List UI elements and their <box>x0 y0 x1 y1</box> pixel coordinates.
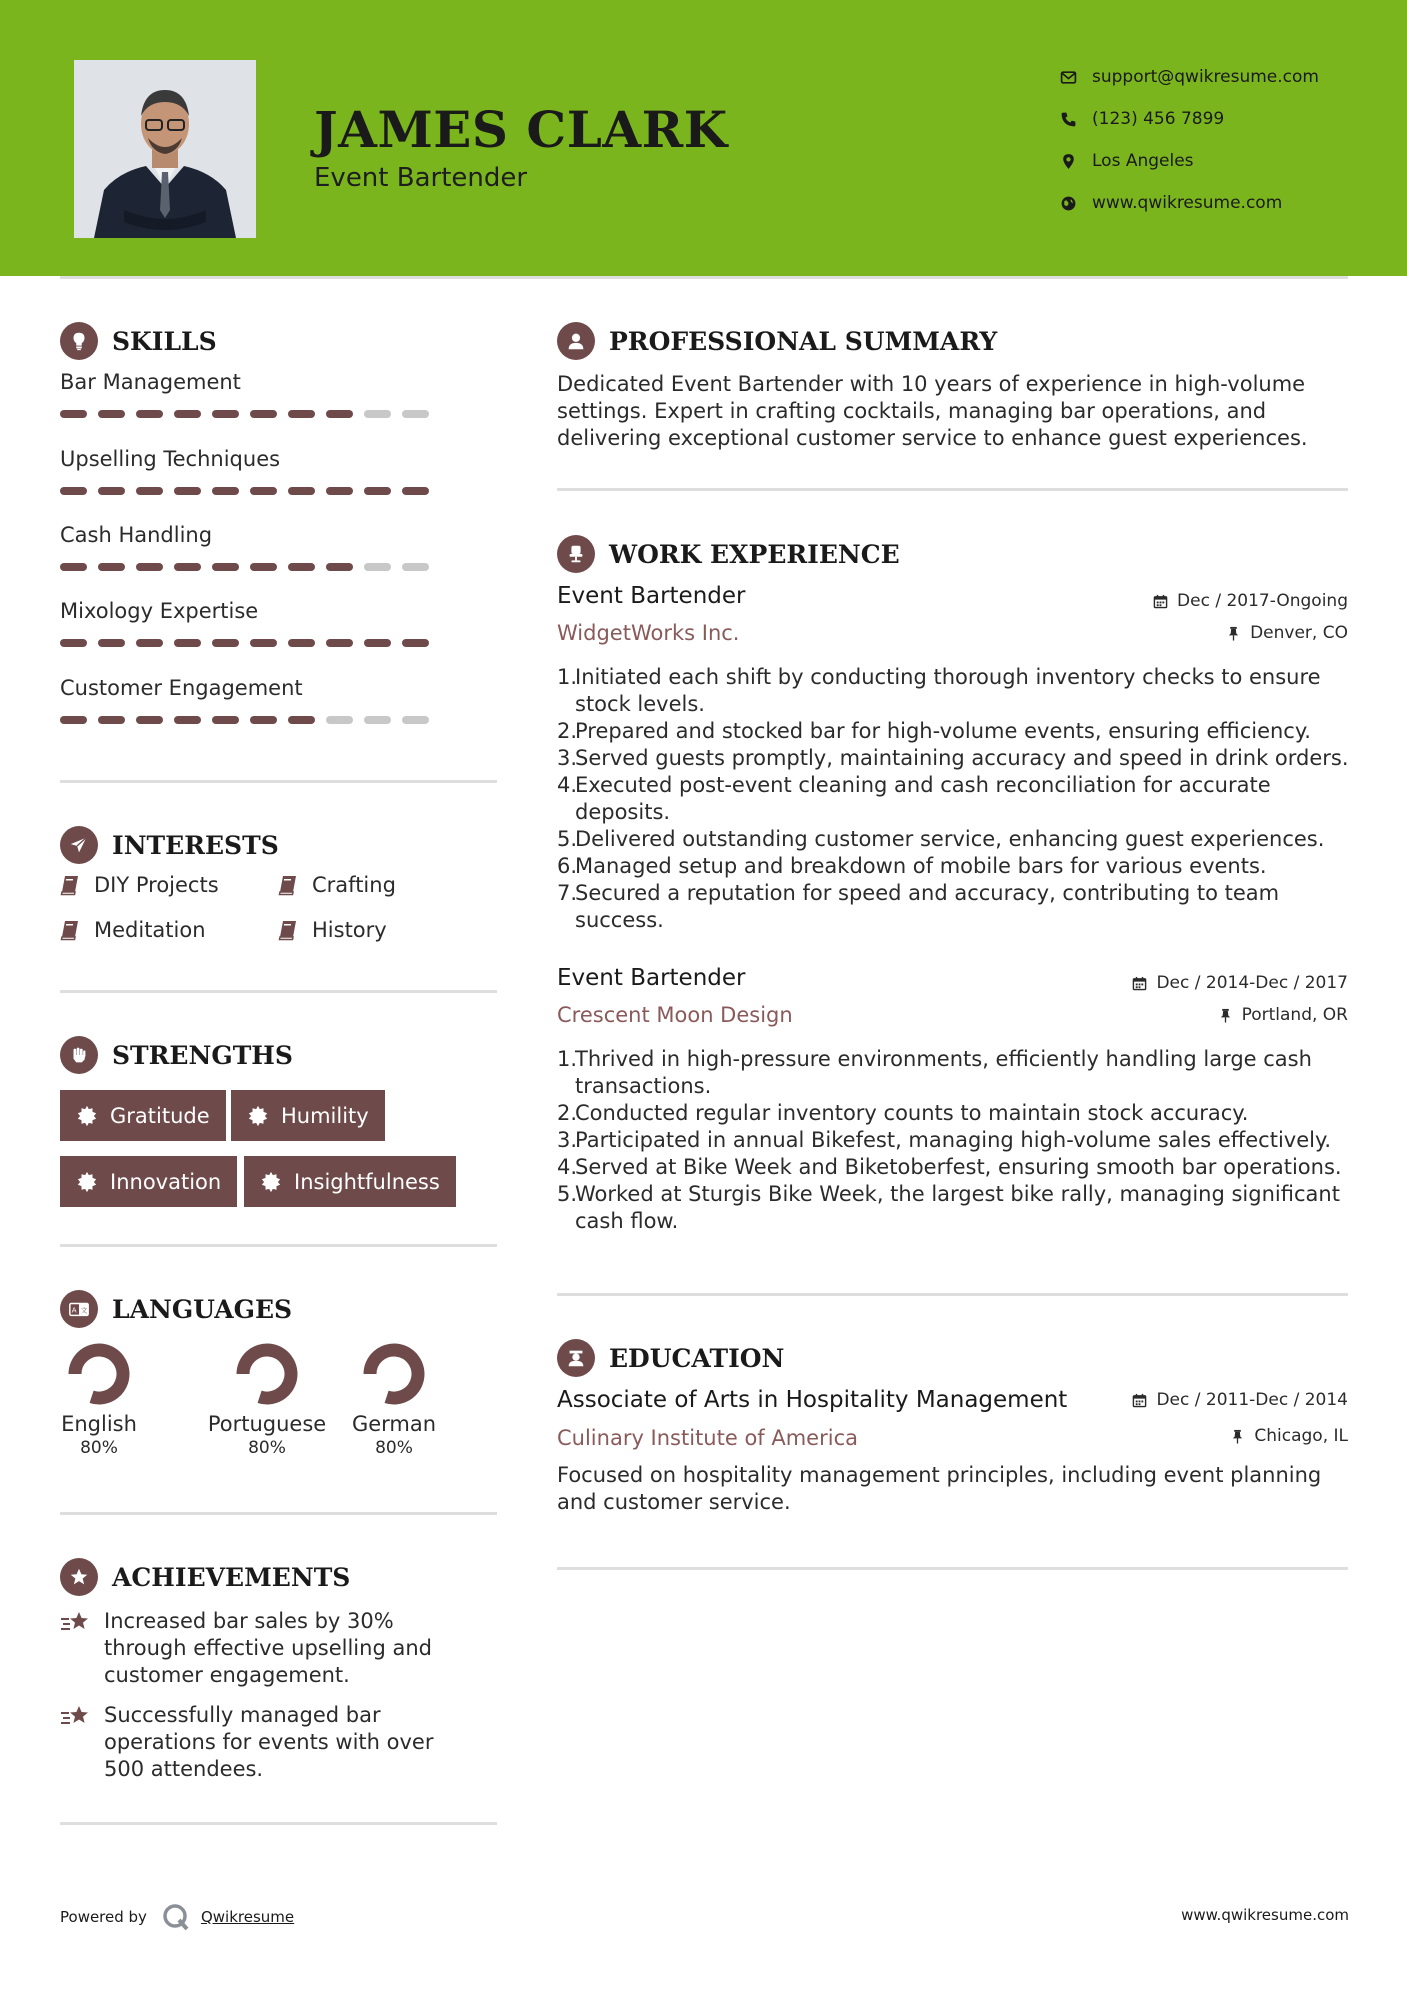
skill-rating-dot <box>60 716 87 724</box>
skill-rating-bar <box>60 410 440 418</box>
education-degree: Associate of Arts in Hospitality Management <box>557 1387 1068 1413</box>
education-heading-text: EDUCATION <box>609 1343 785 1373</box>
strength-tag <box>231 1090 385 1141</box>
job-location <box>1226 623 1348 643</box>
skill-item <box>60 599 440 647</box>
phone-icon <box>1050 111 1086 128</box>
skill-label: Bar Management <box>60 370 241 394</box>
section-divider <box>557 1567 1348 1570</box>
list-item: 6. Managed setup and breakdown of mobile bars for various events. <box>557 854 1267 878</box>
book-icon <box>60 874 80 896</box>
footer-url[interactable]: www.qwikresume.com <box>1181 1906 1349 1924</box>
job-bullet-list <box>557 664 1357 934</box>
job-company: Crescent Moon Design <box>557 1003 793 1027</box>
education-description: Focused on hospitality management principles, including event planning and customer service. <box>557 1463 1322 1514</box>
svg-text:A: A <box>71 1305 77 1315</box>
star-badge-icon <box>60 1558 98 1596</box>
contact-list <box>1050 56 1390 224</box>
calendar-icon <box>1153 594 1168 609</box>
interest-item <box>278 918 387 942</box>
strength-tag <box>60 1090 226 1141</box>
skill-item <box>60 447 440 495</box>
lightbulb-icon <box>60 322 98 360</box>
skill-rating-bar <box>60 639 440 647</box>
section-divider <box>60 990 497 993</box>
candidate-name: JAMES CLARK <box>314 100 728 159</box>
skill-rating-dot <box>364 487 391 495</box>
section-divider <box>557 488 1348 491</box>
languages-heading <box>60 1290 292 1328</box>
section-divider <box>557 1293 1348 1296</box>
skill-rating-dot <box>326 410 353 418</box>
achievement-item <box>60 1608 480 1689</box>
interest-label: Meditation <box>94 918 206 942</box>
language-icon <box>60 1290 98 1328</box>
education-location <box>1230 1426 1348 1446</box>
job-location <box>1218 1005 1348 1025</box>
skill-rating-dot <box>250 563 277 571</box>
strength-label: Humility <box>281 1103 369 1128</box>
book-icon <box>278 919 298 941</box>
calendar-icon <box>1132 1393 1147 1408</box>
education-dates <box>1132 1390 1348 1410</box>
interest-label: History <box>312 918 387 942</box>
skill-rating-dot <box>326 639 353 647</box>
skill-label: Cash Handling <box>60 523 213 547</box>
skill-item <box>60 523 440 571</box>
svg-text:文: 文 <box>80 1306 88 1315</box>
skill-rating-dot <box>174 716 201 724</box>
language-name: German <box>351 1412 437 1436</box>
skills-heading <box>60 322 217 360</box>
skill-rating-dot <box>174 487 201 495</box>
skill-label: Upselling Techniques <box>60 447 281 471</box>
envelope-icon <box>1050 69 1086 86</box>
job-location-text: Portland, OR <box>1241 1005 1348 1025</box>
office-chair-icon <box>557 535 595 573</box>
section-divider <box>60 780 497 783</box>
contact-website-text: www.qwikresume.com <box>1092 193 1283 213</box>
section-divider <box>60 1244 497 1247</box>
shooting-star-icon <box>60 1610 92 1636</box>
skill-rating-dot <box>60 563 87 571</box>
strengths-heading <box>60 1036 293 1074</box>
skill-label: Customer Engagement <box>60 676 303 700</box>
skill-rating-dot <box>136 563 163 571</box>
strength-label: Gratitude <box>110 1103 210 1128</box>
skills-heading-text: SKILLS <box>112 326 217 356</box>
interest-item <box>60 873 219 897</box>
language-progress-arc <box>243 1350 291 1398</box>
footer-powered-by <box>60 1902 294 1932</box>
interests-heading-text: INTERESTS <box>112 830 279 860</box>
contact-email-text: support@qwikresume.com <box>1092 67 1319 87</box>
interest-item <box>278 873 396 897</box>
interest-item <box>60 918 206 942</box>
contact-website[interactable] <box>1050 182 1390 224</box>
skill-rating-bar <box>60 487 440 495</box>
skill-rating-dot <box>288 410 315 418</box>
skill-rating-dot <box>250 639 277 647</box>
skill-rating-dot <box>212 487 239 495</box>
skill-rating-dot <box>98 563 125 571</box>
skill-rating-dot <box>212 639 239 647</box>
badge-star-icon <box>76 1171 98 1193</box>
job-company: WidgetWorks Inc. <box>557 621 740 645</box>
language-progress-arc <box>370 1350 418 1398</box>
skill-item <box>60 676 440 724</box>
strength-tag <box>60 1156 237 1207</box>
skill-rating-dot <box>212 716 239 724</box>
language-name: Portuguese <box>207 1412 327 1436</box>
language-item <box>199 1342 335 1458</box>
list-item: 5. Worked at Sturgis Bike Week, the largest bike rally, managing significant cash flow. <box>557 1182 1340 1233</box>
list-item: 2. Prepared and stocked bar for high-volume events, ensuring efficiency. <box>557 719 1311 743</box>
language-item <box>46 1342 152 1458</box>
skill-rating-dot <box>326 716 353 724</box>
job-location-text: Denver, CO <box>1250 623 1348 643</box>
skill-rating-dot <box>174 410 201 418</box>
job-bullet-list <box>557 1046 1357 1235</box>
book-icon <box>60 919 80 941</box>
language-progress-ring <box>235 1342 299 1406</box>
list-item: 1. Thrived in high-pressure environments, efficiently handling large cash transactions. <box>557 1047 1312 1098</box>
section-divider <box>60 1822 497 1825</box>
list-item: 4. Served at Bike Week and Biketoberfest, ensuring smooth bar operations. <box>557 1155 1342 1179</box>
language-progress-ring <box>362 1342 426 1406</box>
skill-rating-dot <box>364 410 391 418</box>
book-icon <box>278 874 298 896</box>
candidate-title: Event Bartender <box>314 163 528 193</box>
list-item: 3. Served guests promptly, maintaining accuracy and speed in drink orders. <box>557 746 1349 770</box>
job-dates-text: Dec / 2017-Ongoing <box>1177 591 1348 611</box>
skill-rating-bar <box>60 563 440 571</box>
list-item: 5. Delivered outstanding customer service, enhancing guest experiences. <box>557 827 1325 851</box>
skill-rating-dot <box>364 563 391 571</box>
achievement-text: Successfully managed bar operations for events with over 500 attendees. <box>104 1703 434 1781</box>
skill-rating-dot <box>212 410 239 418</box>
list-item: 7. Secured a reputation for speed and accuracy, contributing to team success. <box>557 881 1280 932</box>
skill-rating-dot <box>402 410 429 418</box>
skill-label: Mixology Expertise <box>60 599 259 623</box>
language-progress-arc <box>75 1350 123 1398</box>
skill-rating-dot <box>288 563 315 571</box>
skill-rating-dot <box>364 716 391 724</box>
skill-rating-dot <box>98 639 125 647</box>
job-dates-text: Dec / 2014-Dec / 2017 <box>1156 973 1348 993</box>
contact-location-text: Los Angeles <box>1092 151 1194 171</box>
paper-plane-icon <box>60 826 98 864</box>
skill-rating-dot <box>60 487 87 495</box>
skill-rating-dot <box>288 487 315 495</box>
strength-label: Insightfulness <box>294 1169 440 1194</box>
skill-rating-dot <box>326 563 353 571</box>
skill-rating-dot <box>60 410 87 418</box>
skill-rating-dot <box>250 716 277 724</box>
header-banner <box>0 0 1407 276</box>
list-item: 4. Executed post-event cleaning and cash reconciliation for accurate deposits. <box>557 773 1271 824</box>
education-heading <box>557 1339 784 1377</box>
map-pin-icon <box>1050 153 1086 170</box>
globe-icon <box>1050 195 1086 212</box>
skill-rating-dot <box>98 716 125 724</box>
summary-heading <box>557 322 997 360</box>
achievement-text: Increased bar sales by 30% through effective upselling and customer engagement. <box>104 1609 432 1687</box>
language-percent: 80% <box>80 1438 118 1458</box>
badge-star-icon <box>76 1105 98 1127</box>
skill-rating-dot <box>212 563 239 571</box>
list-item: 2. Conducted regular inventory counts to maintain stock accuracy. <box>557 1101 1249 1125</box>
skill-rating-dot <box>98 410 125 418</box>
education-school: Culinary Institute of America <box>557 1426 858 1450</box>
achievement-item <box>60 1702 480 1783</box>
interest-label: Crafting <box>312 873 396 897</box>
summary-text: Dedicated Event Bartender with 10 years of experience in high-volume settings. Expert in crafting cocktails, managing bar operations, and delivering exceptional customer service to enhance guest experiences. <box>557 372 1308 450</box>
contact-email[interactable] <box>1050 56 1390 98</box>
skill-rating-dot <box>136 716 163 724</box>
skill-rating-dot <box>98 487 125 495</box>
section-divider <box>60 1512 497 1515</box>
interests-heading <box>60 826 279 864</box>
language-percent: 80% <box>375 1438 413 1458</box>
skill-rating-dot <box>402 716 429 724</box>
skill-rating-dot <box>288 716 315 724</box>
strengths-heading-text: STRENGTHS <box>112 1040 293 1070</box>
powered-by-label: Powered by <box>60 1908 147 1926</box>
language-name: English <box>61 1412 137 1436</box>
raised-fist-icon <box>60 1036 98 1074</box>
strength-tag <box>244 1156 456 1207</box>
contact-location <box>1050 140 1390 182</box>
user-icon <box>557 322 595 360</box>
skill-rating-dot <box>402 487 429 495</box>
skill-rating-dot <box>364 639 391 647</box>
skill-rating-dot <box>402 639 429 647</box>
pushpin-icon <box>1230 1429 1245 1444</box>
skill-rating-dot <box>60 639 87 647</box>
skill-item <box>60 370 440 418</box>
education-dates-text: Dec / 2011-Dec / 2014 <box>1156 1390 1348 1410</box>
badge-star-icon <box>260 1171 282 1193</box>
education-location-text: Chicago, IL <box>1254 1426 1348 1446</box>
skill-rating-dot <box>326 487 353 495</box>
experience-heading <box>557 535 900 573</box>
languages-heading-text: LANGUAGES <box>112 1294 293 1324</box>
list-item: 1. Initiated each shift by conducting thorough inventory checks to ensure stock levels. <box>557 665 1321 716</box>
interest-label: DIY Projects <box>94 873 219 897</box>
qwikresume-link[interactable]: Qwikresume <box>200 1908 295 1926</box>
profile-photo <box>74 60 256 238</box>
language-percent: 80% <box>248 1438 286 1458</box>
contact-phone-text: (123) 456 7899 <box>1092 109 1225 129</box>
job-role: Event Bartender <box>557 965 746 991</box>
job-dates <box>1132 973 1348 993</box>
skill-rating-dot <box>250 487 277 495</box>
job-dates <box>1153 591 1348 611</box>
shooting-star-icon <box>60 1704 92 1730</box>
skill-rating-dot <box>136 410 163 418</box>
skill-rating-dot <box>288 639 315 647</box>
list-item: 3. Participated in annual Bikefest, managing high-volume sales effectively. <box>557 1128 1332 1152</box>
skill-rating-dot <box>136 639 163 647</box>
calendar-icon <box>1132 976 1147 991</box>
contact-phone[interactable] <box>1050 98 1390 140</box>
skill-rating-dot <box>174 563 201 571</box>
experience-heading-text: WORK EXPERIENCE <box>609 539 900 569</box>
achievements-heading <box>60 1558 350 1596</box>
strength-label: Innovation <box>110 1169 222 1194</box>
qwikresume-logo-icon <box>161 1902 191 1932</box>
job-role: Event Bartender <box>557 583 746 609</box>
graduate-icon <box>557 1339 595 1377</box>
skill-rating-dot <box>136 487 163 495</box>
badge-star-icon <box>247 1105 269 1127</box>
pushpin-icon <box>1218 1008 1233 1023</box>
header-divider <box>60 276 1348 279</box>
skill-rating-dot <box>174 639 201 647</box>
skill-rating-dot <box>402 563 429 571</box>
summary-heading-text: PROFESSIONAL SUMMARY <box>609 326 998 356</box>
skill-rating-bar <box>60 716 440 724</box>
skill-rating-dot <box>250 410 277 418</box>
language-progress-ring <box>67 1342 131 1406</box>
pushpin-icon <box>1226 626 1241 641</box>
language-item <box>340 1342 448 1458</box>
achievements-heading-text: ACHIEVEMENTS <box>112 1562 351 1592</box>
